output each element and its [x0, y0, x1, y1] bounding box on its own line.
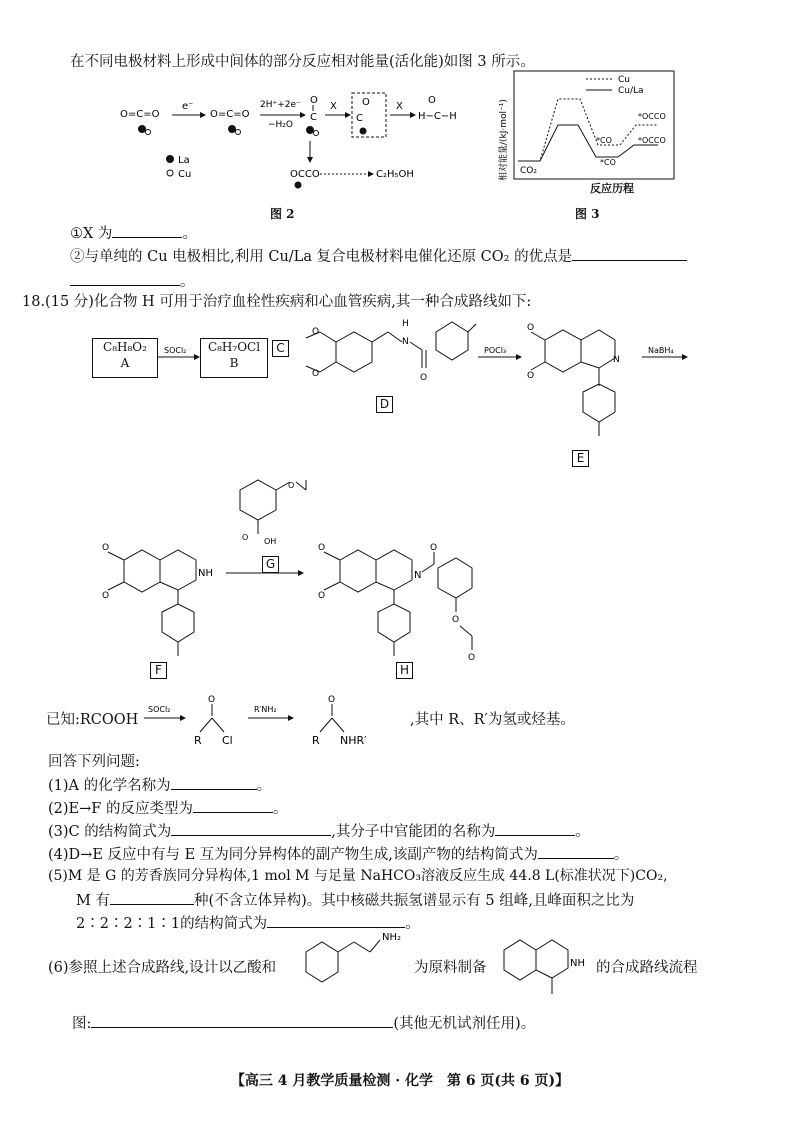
- question-3: (3)C 的结构简式为 ,其分子中官能团的名称为 。: [48, 820, 590, 842]
- svg-text:O: O: [312, 327, 320, 337]
- svg-text:O: O: [288, 481, 295, 490]
- svg-text:N: N: [402, 337, 409, 347]
- x2-label: X: [396, 101, 403, 112]
- svg-text:O: O: [430, 543, 438, 553]
- known-prefix: 已知:RCOOH: [46, 712, 139, 728]
- question-5b: M 有 种(不含立体异构)。其中核磁共振氢谱显示有 5 组峰,且峰面积之比为: [76, 889, 634, 911]
- question-6b: 为原料制备: [414, 960, 487, 976]
- o-atom-1: O: [310, 95, 318, 106]
- svg-text:N: N: [613, 355, 620, 365]
- formaldehyde: H−C−H: [418, 111, 457, 122]
- compound-h-label: H: [396, 662, 413, 679]
- svg-text:NH: NH: [570, 958, 585, 969]
- answer-blank-5b[interactable]: [267, 912, 405, 928]
- svg-text:O: O: [452, 615, 460, 625]
- q18-stem: 18.(15 分)化合物 H 可用于治疗血栓性疾病和心血管疾病,其一种合成路线如下:: [22, 294, 532, 310]
- step2-top: 2H⁺+2e⁻: [260, 100, 301, 110]
- svg-text:O: O: [242, 533, 249, 542]
- step2-bot: −H₂O: [268, 120, 294, 130]
- target-product-structure: [498, 936, 608, 1006]
- svg-text:NH₂: NH₂: [382, 932, 402, 943]
- compound-f-structure: [100, 540, 220, 670]
- legend-cu3: Cu: [618, 75, 630, 85]
- co2-label3: CO₂: [520, 166, 537, 176]
- svg-text:O: O: [312, 369, 320, 379]
- answer-blank-2[interactable]: [193, 797, 273, 813]
- o-atom-2: O: [362, 97, 370, 108]
- svg-text:SOCl₂: SOCl₂: [148, 705, 171, 714]
- compound-d-label: D: [376, 396, 393, 413]
- question-1: (1)A 的化学名称为 。: [48, 774, 271, 796]
- c-atom-1: C: [310, 112, 317, 123]
- co2-text: O=C=O: [120, 109, 160, 120]
- question-4: (4)D→E 反应中有与 E 互为同分异构体的副产物生成,该副产物的结构简式为 。: [48, 843, 628, 865]
- occo-text: OCCO: [290, 169, 320, 180]
- known-suffix: ,其中 R、R′为氢或烃基。: [410, 712, 575, 728]
- legend-cu: Cu: [178, 169, 192, 180]
- answer-blank-4[interactable]: [538, 843, 614, 859]
- phenethylamine-structure: [300, 928, 410, 988]
- compound-e-label: E: [572, 450, 589, 467]
- legend-la: La: [178, 155, 190, 166]
- x1-label: X: [330, 101, 337, 112]
- compound-f-label: F: [150, 662, 167, 679]
- fig3-caption: 图 3: [575, 207, 600, 221]
- svg-text:NHR′: NHR′: [340, 734, 367, 747]
- question-2: (2)E→F 的反应类型为 。: [48, 797, 287, 819]
- compound-h-structure: [316, 540, 496, 670]
- svg-text:Cl: Cl: [222, 734, 233, 747]
- svg-text:NaBH₄: NaBH₄: [648, 346, 674, 355]
- co-label2: *CO: [600, 158, 616, 167]
- svg-text:O: O: [318, 543, 326, 553]
- arrow-d-e: [478, 345, 522, 365]
- svg-text:O: O: [420, 373, 428, 383]
- svg-text:POCl₃: POCl₃: [484, 346, 507, 355]
- arrow-e-f: [642, 345, 688, 365]
- compound-g-structure: [230, 478, 320, 558]
- svg-text:O: O: [468, 653, 476, 663]
- svg-text:OH: OH: [264, 537, 277, 546]
- fig3-ylabel: 相对能量/(kJ·mol⁻¹): [499, 99, 509, 181]
- occo-label1: *OCCO: [638, 112, 666, 121]
- svg-text:O: O: [102, 591, 110, 601]
- e-label: e⁻: [182, 101, 194, 112]
- svg-text:R′NH₂: R′NH₂: [254, 705, 277, 714]
- occo-label2: *OCCO: [638, 136, 666, 145]
- answer-blank-3a[interactable]: [171, 820, 331, 836]
- page-footer: 【高三 4 月教学质量检测 · 化学 第 6 页(共 6 页)】: [230, 1073, 570, 1089]
- compound-g-label: G: [262, 556, 279, 573]
- svg-text:O: O: [527, 371, 535, 381]
- figure-2: [120, 85, 480, 205]
- svg-text:N: N: [414, 570, 422, 581]
- svg-text:R: R: [194, 734, 202, 747]
- ethanol-text: C₂H₅OH: [376, 169, 414, 180]
- answer-blank-1[interactable]: [171, 774, 257, 790]
- q17-2: ②与单纯的 Cu 电极相比,利用 Cu/La 复合电极材料电催化还原 CO₂ 的优点是: [70, 245, 687, 267]
- compound-e-structure: [525, 320, 635, 450]
- compound-c-label: C: [272, 340, 289, 357]
- answer-blank-5a[interactable]: [110, 889, 194, 905]
- intro-text: 在不同电极材料上形成中间体的部分反应相对能量(活化能)如图 3 所示。: [70, 54, 535, 70]
- compound-b-box: C₈H₇OCl B: [200, 338, 268, 378]
- svg-text:SOCl₂: SOCl₂: [164, 346, 187, 355]
- answer-blank-3b[interactable]: [495, 820, 575, 836]
- svg-text:H: H: [402, 319, 409, 329]
- legend-cula: Cu/La: [618, 86, 644, 96]
- co2-anion-text: O=C=O: [210, 109, 250, 120]
- svg-text:O: O: [208, 695, 216, 705]
- c-atom-2: C: [356, 113, 363, 124]
- fig2-caption: 图 2: [270, 207, 295, 221]
- svg-text:O: O: [328, 695, 336, 705]
- q17-1: ①X 为 。: [70, 222, 197, 244]
- question-6d: 图: (其他无机试剂任用)。: [72, 1012, 535, 1034]
- svg-text:O: O: [102, 543, 110, 553]
- question-5c: 2∶2∶2∶1∶1的结构简式为 。: [76, 912, 420, 934]
- co-label1: *CO: [596, 136, 612, 145]
- figure-3: [500, 65, 680, 195]
- arrow-f-h: [226, 568, 306, 578]
- question-5a: (5)M 是 G 的芳香族同分异构体,1 mol M 与足量 NaHCO₃溶液反应生成 44.8 L(标准状况下)CO₂,: [48, 868, 668, 884]
- fig3-xlabel: 反应历程: [590, 182, 634, 195]
- questions-head: 回答下列问题:: [48, 754, 140, 770]
- q17-2-cont: 。: [70, 270, 195, 292]
- question-6c: 的合成路线流程: [596, 960, 698, 976]
- svg-text:NH: NH: [198, 568, 213, 579]
- arrow-a-b: [158, 345, 200, 365]
- answer-blank-6[interactable]: [91, 1012, 393, 1028]
- question-6a: (6)参照上述合成路线,设计以乙酸和: [48, 960, 277, 976]
- svg-text:O: O: [318, 591, 326, 601]
- known-reaction: [144, 692, 414, 748]
- compound-a-box: C₈H₈O₂ A: [92, 338, 158, 378]
- svg-text:R: R: [312, 734, 320, 747]
- o-atom-3: O: [428, 95, 436, 106]
- svg-text:O: O: [527, 323, 535, 333]
